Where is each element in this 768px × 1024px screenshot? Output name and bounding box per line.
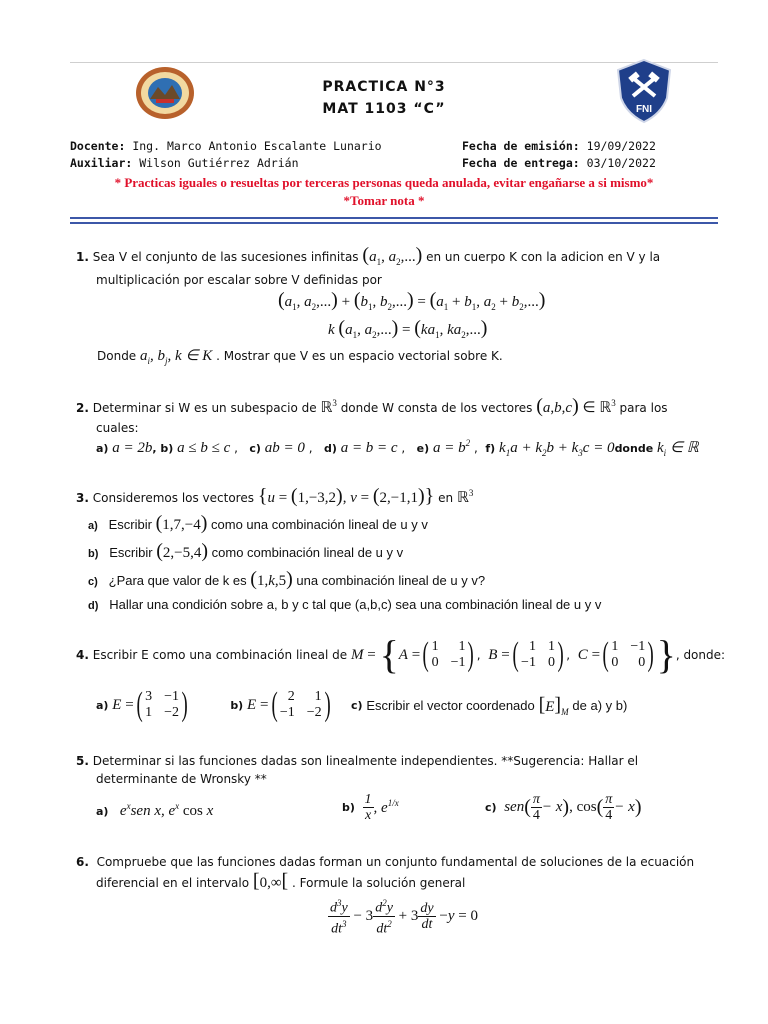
- q6-differential-equation: $\frac{d^3y}{dt^3}$ − 3 $\frac{d^2y}{dt^2}$ + 3 $\frac{dy}{dt}$ − y = 0: [330, 898, 478, 937]
- entrega-row: [462, 156, 656, 170]
- fni-logo-text: FNI: [635, 104, 653, 115]
- q5-a-label: a): [96, 805, 109, 818]
- notice-line1: * Practicas iguales o resueltas por terceras personas queda anulada, evitar engañarse a si mismo*: [114, 175, 654, 190]
- q2-donde: donde: [614, 442, 654, 455]
- entrega-label: Fecha de entrega:: [462, 156, 580, 170]
- q3-c-text1: ¿Para que valor de k es: [108, 573, 247, 588]
- q4-text1: Escribir E como una combinación lineal de: [92, 648, 348, 662]
- q3-text1: Consideremos los vectores: [92, 491, 254, 505]
- docente-row: [70, 139, 382, 153]
- q1-text4: Donde: [97, 349, 137, 363]
- q2-text1: Determinar si W es un subespacio de: [92, 401, 317, 415]
- q4-c-text1: Escribir el vector coordenado: [366, 697, 535, 713]
- q6-line2: diferencial en el intervalo [0,∞[ . Formule la solución general: [96, 870, 466, 892]
- q3-item-b: b) Escribir (2,−5,4) como combinación lineal de u y v: [88, 540, 404, 562]
- auxiliar-row: [70, 156, 299, 170]
- auxiliar-value: Wilson Gutiérrez Adrián: [139, 156, 299, 170]
- q4-b-label: b): [230, 698, 244, 712]
- q5-item-b: b) $\frac{1}{x}$ , $e^{1/x}$: [342, 792, 399, 823]
- q6-text2: diferencial en el intervalo: [96, 876, 250, 890]
- q3-en: en: [438, 491, 454, 505]
- q5-item-c: c) sen ( $\frac{\pi}{4}$ − x ) , cos ( $\frac{\pi}{4}$ − x ): [485, 792, 642, 823]
- course-title: MAT 1103 “C”: [322, 101, 446, 117]
- q1-addition-eq: ($a_1$, $a_2,...) + (b_1$, $b_2,...) = (a_1 + b_1$, $a_2 + b_2$,...): [278, 289, 546, 312]
- q6-text3: . Formule la solución general: [292, 876, 466, 890]
- docente-value: Ing. Marco Antonio Escalante Lunario: [132, 139, 382, 153]
- q3-item-d: [88, 597, 601, 612]
- q6-line1: [76, 853, 694, 871]
- q3-d-label: d): [88, 600, 99, 612]
- q1-text2: en un cuerpo K con la adicion en V y la: [426, 250, 661, 264]
- q1-line4: Donde $a_i$, $b_j$, k ∈ K . Mostrar que V es un espacio vectorial sobre K.: [97, 348, 503, 366]
- q4-a-label: a): [96, 698, 109, 712]
- q2-text2: donde W consta de los vectores: [340, 401, 533, 415]
- blue-divider-1: [70, 217, 718, 219]
- q3-a-label: a): [88, 520, 98, 532]
- q1-scalar-eq: k ($a_1$, $a_2,...) = (ka_1$, $ka_2$,...): [328, 317, 488, 340]
- q3-b-text2: como combinación lineal de u y v: [211, 545, 404, 560]
- q1-text5: . Mostrar que V es un espacio vectorial sobre K.: [216, 349, 503, 363]
- q3-line1: 3. Consideremos los vectores {u = (1,−3,2), v = (2,−1,1)} en ℝ$^3$: [76, 485, 474, 507]
- q3-c-label: c): [88, 576, 98, 588]
- q2-text4: cuales:: [96, 421, 139, 435]
- q3-a-text1: Escribir: [108, 517, 152, 532]
- q4-c-text2: de a) y b): [572, 697, 628, 713]
- entrega-value: 03/10/2022: [586, 156, 656, 170]
- q3-a-text2: como una combinación lineal de u y v: [211, 517, 428, 532]
- q2-text3: para los: [619, 401, 668, 415]
- q4-line1: 4. Escribir E como una combinación lineal de M = { A = ( 1 1 0 −1 ) , B = ( 1 1 −1 0 ) , C = ( 1 −1 0 0 ) } , donde:: [76, 632, 726, 677]
- emision-label: Fecha de emisión:: [462, 139, 580, 153]
- q5-line1: [76, 752, 638, 770]
- q3-b-text1: Escribir: [109, 545, 153, 560]
- q5-number: 5.: [76, 754, 89, 768]
- q3-item-c: c) ¿Para que valor de k es (1,k,5) una combinación lineal de u y v?: [88, 568, 486, 590]
- q1-line1: 1. Sea V el conjunto de las sucesiones infinitas ($a_1$, $a_2$,...) en un cuerpo K con la adicion en V y la: [76, 244, 661, 267]
- q1-text3: multiplicación por escalar sobre V definidas por: [96, 273, 382, 287]
- docente-label: Docente:: [70, 139, 126, 153]
- q3-number: 3.: [76, 491, 89, 505]
- q5-text1: Determinar si las funciones dadas son linealmente independientes. **Sugerencia: Hallar el: [92, 754, 639, 768]
- q4-items: a) E = ( 3 −1 1 −2 ) b) E = ( 2 1 −1 −2 ) c) Escribir el vector coordenado $[E]_M$ de a) y b): [96, 686, 628, 723]
- q4-c-label: c): [350, 698, 363, 712]
- q3-item-a: a) Escribir (1,7,−4) como una combinación lineal de u y v: [88, 512, 428, 534]
- q4-donde: , donde:: [675, 648, 726, 662]
- emision-value: 19/09/2022: [586, 139, 656, 153]
- practice-title: PRACTICA N°3: [322, 79, 446, 95]
- q6-text1: Compruebe que las funciones dadas forman un conjunto fundamental de soluciones de la ecuación: [96, 855, 695, 869]
- q6-number: 6.: [76, 855, 89, 869]
- q1-number: 1.: [76, 250, 89, 264]
- auxiliar-label: Auxiliar:: [70, 156, 133, 170]
- q1-text1: Sea V el conjunto de las sucesiones infinitas: [92, 250, 359, 264]
- q2-line1: 2. Determinar si W es un subespacio de ℝ$^3$ donde W consta de los vectores (a,b,c) ∈ ℝ$^3$ para los: [76, 395, 668, 417]
- q3-d-text: Hallar una condición sobre a, b y c tal que (a,b,c) sea una combinación lineal de u y v: [109, 597, 602, 612]
- blue-divider-2: [70, 222, 718, 224]
- q3-b-label: b): [88, 548, 99, 560]
- q2-conditions: a) a = 2b, b) a ≤ b ≤ c , c) ab = 0 , d) a = b = c , e) $a = b^2$ , f) $k_1a + k_2b + k_3c$ = 0donde $k_i$ ∈ ℝ: [96, 438, 699, 458]
- q5-item-a: a) $e^xsen$ x, $e^x$ cos x: [96, 801, 214, 819]
- q4-number: 4.: [76, 648, 89, 662]
- emision-row: [462, 139, 656, 153]
- q5-c-label: c): [485, 801, 497, 814]
- notice-line2: *Tomar nota *: [343, 193, 425, 208]
- q2-number: 2.: [76, 401, 89, 415]
- q5-b-label: b): [342, 801, 355, 814]
- q5-text2: determinante de Wronsky **: [96, 772, 267, 786]
- q3-c-text2: una combinación lineal de u y v?: [296, 573, 486, 588]
